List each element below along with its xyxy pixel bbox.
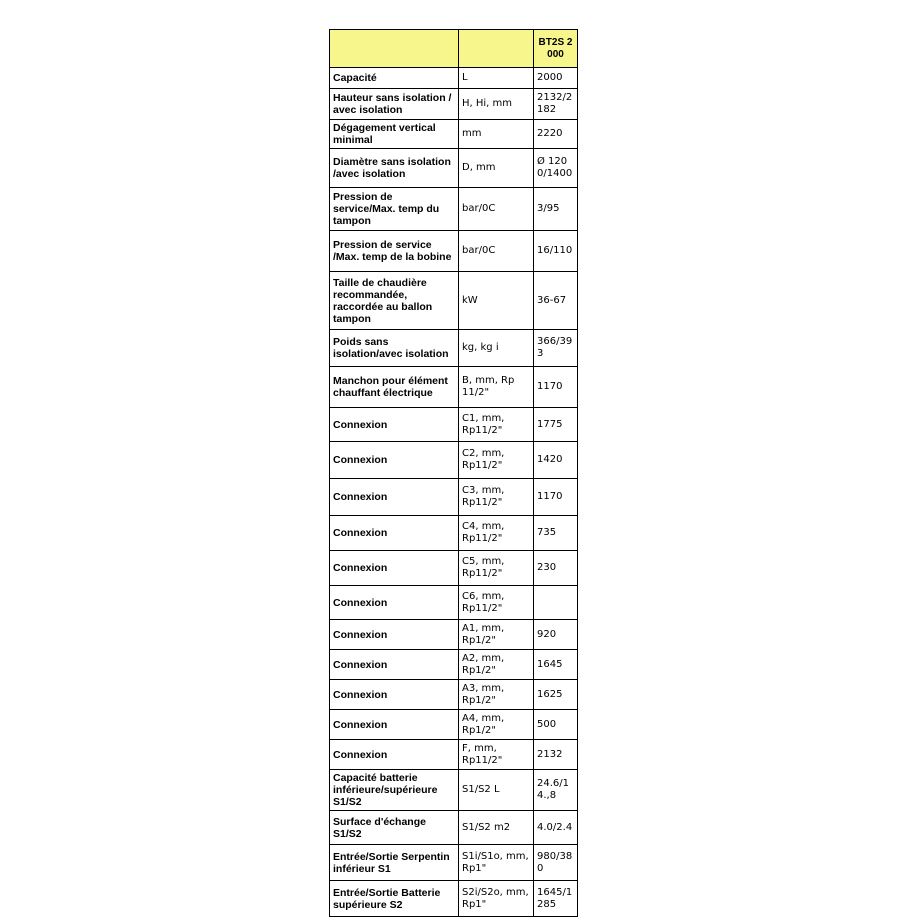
row-unit: kg, kg i <box>459 330 534 367</box>
row-unit: L <box>459 68 534 89</box>
row-value: 735 <box>534 516 578 551</box>
row-unit: bar/0C <box>459 188 534 231</box>
row-unit: A4, mm, Rp1/2" <box>459 710 534 740</box>
row-unit: C4, mm, Rp11/2" <box>459 516 534 551</box>
row-value: Ø 1200/1400 <box>534 149 578 188</box>
header-cell-label <box>330 30 459 68</box>
table-row <box>330 845 578 881</box>
table-row <box>330 680 578 710</box>
row-label: Surface d'échange S1/S2 <box>330 811 459 845</box>
table-row <box>330 620 578 650</box>
row-label: Connexion <box>330 408 459 442</box>
row-unit: B, mm, Rp 11/2" <box>459 367 534 408</box>
row-label: Entrée/Sortie Serpentin inférieur S1 <box>330 845 459 881</box>
row-label: Manchon pour élément chauffant électrique <box>330 367 459 408</box>
table-row <box>330 149 578 188</box>
header-cell-unit <box>459 30 534 68</box>
row-label: Connexion <box>330 479 459 516</box>
row-unit: C5, mm, Rp11/2" <box>459 551 534 586</box>
row-unit: A2, mm, Rp1/2" <box>459 650 534 680</box>
table-row <box>330 272 578 330</box>
table-row <box>330 442 578 479</box>
table-row <box>330 650 578 680</box>
row-unit: F, mm, Rp11/2" <box>459 740 534 770</box>
table-row <box>330 479 578 516</box>
row-unit: A1, mm, Rp1/2" <box>459 620 534 650</box>
row-unit: S1/S2 L <box>459 770 534 811</box>
row-label: Capacité <box>330 68 459 89</box>
row-label: Connexion <box>330 710 459 740</box>
row-label: Entrée/Sortie Batterie supérieure S2 <box>330 881 459 917</box>
table-row <box>330 89 578 120</box>
table-row <box>330 516 578 551</box>
row-value <box>534 586 578 620</box>
table-row <box>330 408 578 442</box>
row-value: 500 <box>534 710 578 740</box>
row-unit: C1, mm, Rp11/2" <box>459 408 534 442</box>
table-header-row <box>330 30 578 68</box>
row-label: Connexion <box>330 740 459 770</box>
row-label: Dégagement vertical minimal <box>330 120 459 149</box>
row-label: Connexion <box>330 551 459 586</box>
row-value: 1625 <box>534 680 578 710</box>
table-row <box>330 881 578 917</box>
row-label: Connexion <box>330 516 459 551</box>
table-row <box>330 586 578 620</box>
row-value: 1645/1285 <box>534 881 578 917</box>
table-row <box>330 188 578 231</box>
row-unit: H, Hi, mm <box>459 89 534 120</box>
row-unit: C3, mm, Rp11/2" <box>459 479 534 516</box>
row-unit: kW <box>459 272 534 330</box>
table-row <box>330 231 578 272</box>
row-value: 366/393 <box>534 330 578 367</box>
row-unit: S2i/S2o, mm, Rp1" <box>459 881 534 917</box>
row-value: 36-67 <box>534 272 578 330</box>
row-value: 3/95 <box>534 188 578 231</box>
row-value: 2220 <box>534 120 578 149</box>
table-row <box>330 68 578 89</box>
row-value: 230 <box>534 551 578 586</box>
row-unit: C2, mm, Rp11/2" <box>459 442 534 479</box>
row-value: 920 <box>534 620 578 650</box>
row-value: 980/380 <box>534 845 578 881</box>
row-value: 2000 <box>534 68 578 89</box>
row-value: 16/110 <box>534 231 578 272</box>
table-row <box>330 770 578 811</box>
table-row <box>330 330 578 367</box>
row-label: Connexion <box>330 620 459 650</box>
row-value: 4.0/2.4 <box>534 811 578 845</box>
row-value: 2132 <box>534 740 578 770</box>
table-row <box>330 710 578 740</box>
row-label: Pression de service /Max. temp de la bobine <box>330 231 459 272</box>
row-unit: A3, mm, Rp1/2" <box>459 680 534 710</box>
row-unit: S1i/S1o, mm, Rp1" <box>459 845 534 881</box>
table-row <box>330 120 578 149</box>
row-value: 1645 <box>534 650 578 680</box>
row-unit: C6, mm, Rp11/2" <box>459 586 534 620</box>
row-unit: S1/S2 m2 <box>459 811 534 845</box>
row-value: 24.6/14.,8 <box>534 770 578 811</box>
row-unit: bar/0C <box>459 231 534 272</box>
row-label: Connexion <box>330 586 459 620</box>
row-unit: D, mm <box>459 149 534 188</box>
row-label: Diamètre sans isolation /avec isolation <box>330 149 459 188</box>
table-row <box>330 811 578 845</box>
spec-table <box>329 29 578 917</box>
row-label: Hauteur sans isolation / avec isolation <box>330 89 459 120</box>
table-row <box>330 551 578 586</box>
row-label: Taille de chaudière recommandée, raccordée au ballon tampon <box>330 272 459 330</box>
spec-sheet <box>329 29 578 917</box>
row-label: Pression de service/Max. temp du tampon <box>330 188 459 231</box>
row-value: 1170 <box>534 367 578 408</box>
row-value: 1170 <box>534 479 578 516</box>
row-label: Poids sans isolation/avec isolation <box>330 330 459 367</box>
row-label: Connexion <box>330 650 459 680</box>
row-value: 1775 <box>534 408 578 442</box>
table-row <box>330 367 578 408</box>
table-row <box>330 740 578 770</box>
row-label: Connexion <box>330 680 459 710</box>
row-label: Capacité batterie inférieure/supérieure S1/S2 <box>330 770 459 811</box>
row-unit: mm <box>459 120 534 149</box>
row-label: Connexion <box>330 442 459 479</box>
header-cell-model: BT2S 2000 <box>534 30 578 68</box>
row-value: 2132/2182 <box>534 89 578 120</box>
row-value: 1420 <box>534 442 578 479</box>
